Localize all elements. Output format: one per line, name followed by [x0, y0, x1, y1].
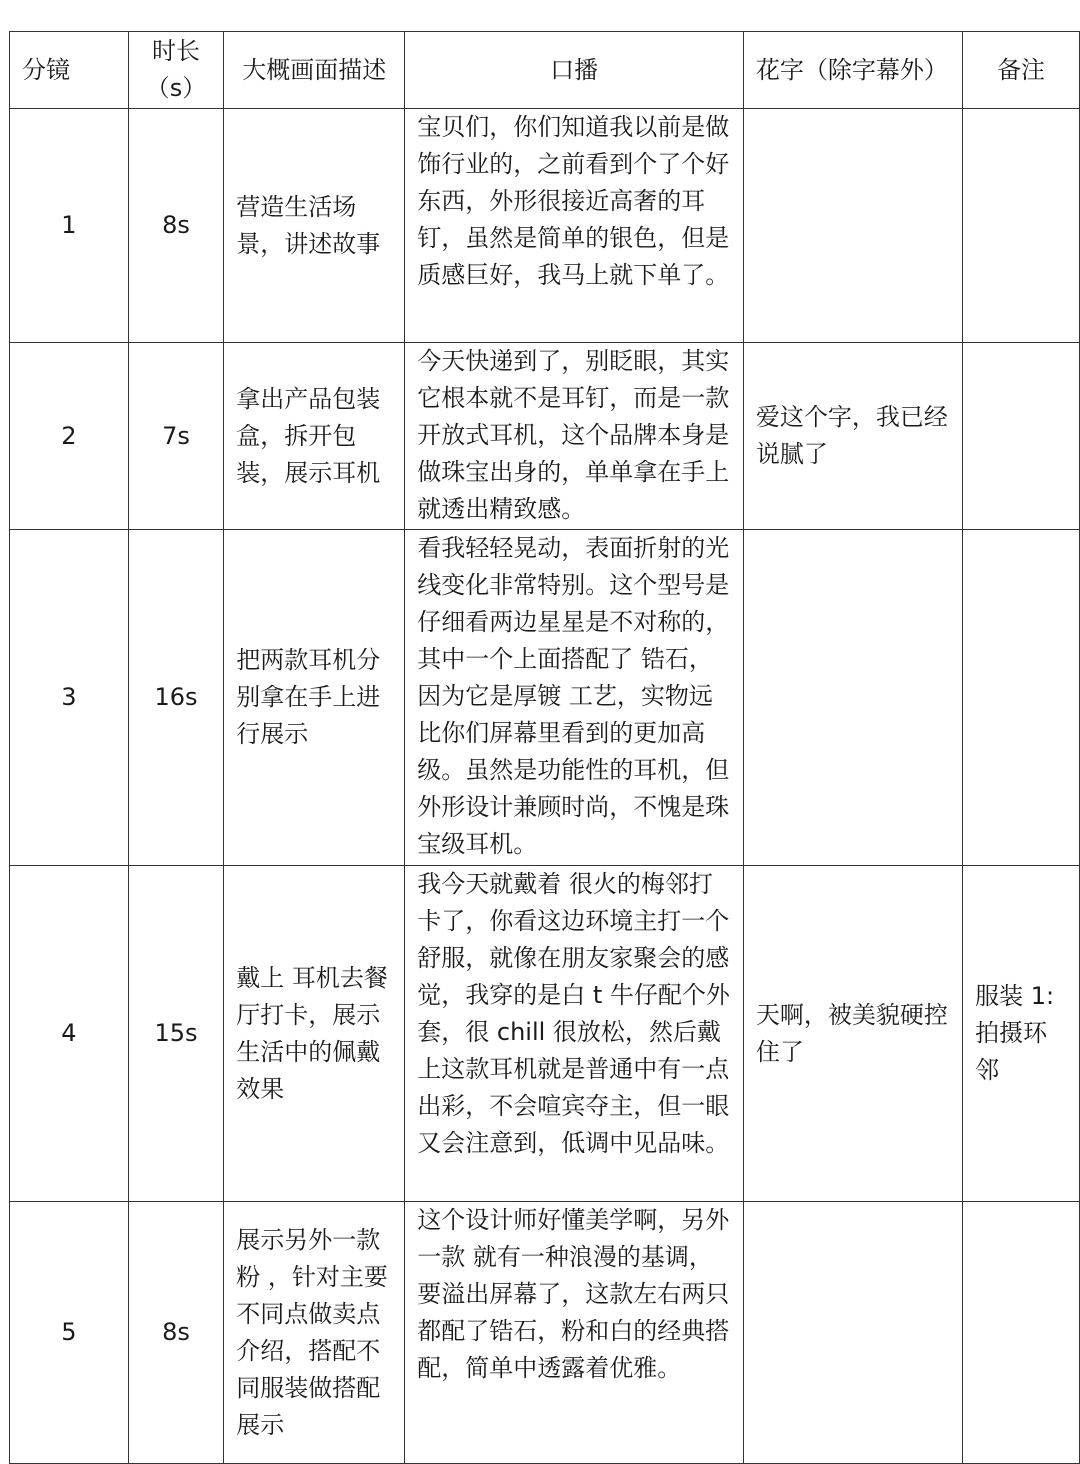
shot-duration: 15s	[128, 866, 224, 1202]
caption-text: 爱这个字，我已经说腻了	[743, 343, 962, 530]
notes-text	[963, 343, 1080, 530]
shot-number: 2	[10, 343, 129, 530]
scene-description: 展示另外一款粉 ，针对主要不同点做卖点介绍，搭配不同服装做搭配展示	[224, 1202, 405, 1464]
table-row	[10, 866, 1080, 1202]
voiceover-text: 看我轻轻晃动，表面折射的光线变化非常特别。这个型号是 仔细看两边星星是不对称的，其中一个上面搭配了 锆石，因为它是厚镀 工艺，实物远比你们屏幕里看到的更加高级。虽然是功能性的耳机，但外形设计兼顾时尚，不愧是珠宝级耳机。	[405, 530, 744, 866]
voiceover-text: 今天快递到了，别眨眼，其实它根本就不是耳钉，而是一款开放式耳机，这个品牌本身是做珠宝出身的，单单拿在手上就透出精致感。	[405, 343, 744, 530]
header-voiceover: 口播	[405, 32, 744, 109]
header-scene: 大概画面描述	[224, 32, 405, 109]
voiceover-text: 宝贝们，你们知道我以前是做饰行业的，之前看到个了个好东西，外形很接近高奢的耳钉，虽然是简单的银色，但是质感巨好，我马上就下单了。	[405, 109, 744, 343]
table-row	[10, 530, 1080, 866]
header-row	[10, 32, 1080, 109]
scene-description: 把两款耳机分别拿在手上进行展示	[224, 530, 405, 866]
voiceover-text: 我今天就戴着 很火的梅邻打卡了，你看这边环境主打一个舒服，就像在朋友家聚会的感觉，我穿的是白 t 牛仔配个外套，很 chill 很放松，然后戴上这款耳机就是普通中有一点出彩，不会喧宾夺主，但一眼又会注意到，低调中见品味。	[405, 866, 744, 1202]
table-row	[10, 343, 1080, 530]
shot-duration: 8s	[128, 109, 224, 343]
voiceover-text: 这个设计师好懂美学啊，另外一款 就有一种浪漫的基调， 要溢出屏幕了，这款左右两只都配了锆石，粉和白的经典搭配，简单中透露着优雅。	[405, 1202, 744, 1464]
notes-text	[963, 530, 1080, 866]
caption-text: 天啊，被美貌硬控住了	[743, 866, 962, 1202]
shot-number: 4	[10, 866, 129, 1202]
shot-duration: 8s	[128, 1202, 224, 1464]
header-caption: 花字（除字幕外）	[743, 32, 962, 109]
notes-text: 服装 1:拍摄环邻	[963, 866, 1080, 1202]
notes-text	[963, 1202, 1080, 1464]
header-shot: 分镜	[10, 32, 129, 109]
scene-description: 戴上 耳机去餐厅打卡，展示生活中的佩戴效果	[224, 866, 405, 1202]
caption-text	[743, 530, 962, 866]
header-notes: 备注	[963, 32, 1080, 109]
scene-description: 营造生活场景，讲述故事	[224, 109, 405, 343]
header-duration: 时长（s）	[128, 32, 224, 109]
shot-number: 3	[10, 530, 129, 866]
notes-text	[963, 109, 1080, 343]
shot-duration: 16s	[128, 530, 224, 866]
scene-description: 拿出产品包装盒，拆开包装，展示耳机	[224, 343, 405, 530]
shot-number: 1	[10, 109, 129, 343]
table-row	[10, 1202, 1080, 1464]
storyboard-table	[9, 31, 1080, 1464]
caption-text	[743, 109, 962, 343]
caption-text	[743, 1202, 962, 1464]
shot-number: 5	[10, 1202, 129, 1464]
table-row	[10, 109, 1080, 343]
shot-duration: 7s	[128, 343, 224, 530]
